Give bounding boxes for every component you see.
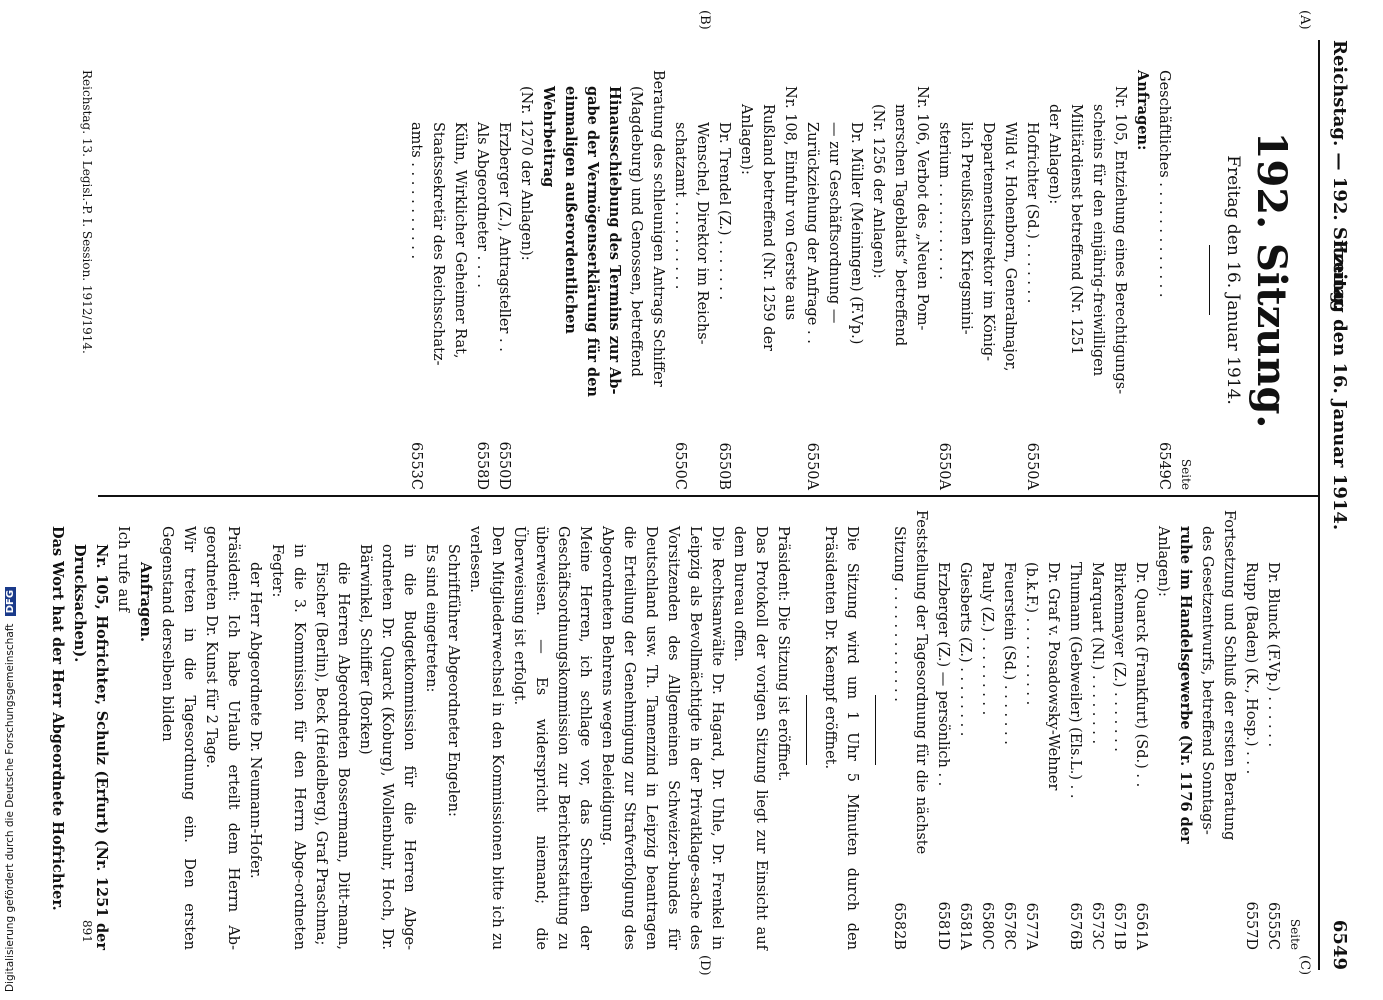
digitization-credit — [4, 587, 16, 992]
toc-entry-text: der Anlagen): — [1046, 104, 1062, 205]
toc-row — [845, 70, 867, 490]
toc-entry-page — [910, 890, 932, 950]
toc-entry-text: Erzberger (Z.), Antragsteller . . — [496, 122, 512, 352]
toc-entry-text: merschen Tageblatts“ betreffend — [892, 104, 908, 347]
leave-notice: Präsident: Ich habe Urlaub erteilt dem Herrn Ab-geordneten Dr. Kunst für 2 Tage. — [203, 526, 241, 950]
toc-row — [515, 70, 537, 490]
toc-entry-text: Pauly (Z.) . . . . . . . . . — [979, 562, 995, 716]
toc-entry-page: 6576B — [1067, 902, 1083, 950]
toc-entry-page — [581, 430, 603, 490]
toc-entry-text: Geschäftliches . . . . . . . . . . . . . — [1156, 70, 1172, 298]
toc-row — [998, 510, 1020, 950]
section-separator-2 — [806, 695, 807, 765]
toc-entry-page: 6581D — [935, 901, 951, 950]
toc-row — [932, 510, 954, 950]
toc-entry-text: Nr. 105, Entziehung eines Berechtigungs- — [1112, 86, 1128, 395]
toc-row — [1196, 510, 1218, 950]
toc-entry-page: 6573C — [1089, 902, 1105, 950]
toc-entry-text: Anlagen): — [1155, 526, 1171, 597]
toc-entry-page: 6580C — [979, 902, 995, 950]
toc-entry-page: 6550A — [936, 442, 952, 490]
toc-entry-page — [999, 430, 1021, 490]
toc-entry-page — [1109, 430, 1131, 490]
header-rule — [1318, 40, 1320, 970]
toc-entry-page — [735, 430, 757, 490]
toc-entry-text: Dr. Müller (Meiningen) (F.Vp.) — [848, 122, 864, 345]
toc-row — [1064, 510, 1086, 950]
toc-entry-page — [515, 430, 537, 490]
toc-entry-page — [757, 430, 779, 490]
toc-entry-page — [1196, 890, 1218, 950]
table-of-contents-right — [888, 510, 1284, 950]
toc-entry-text: Dr. Graf v. Posadowsky-Wehner — [1045, 562, 1061, 791]
toc-entry-page — [955, 430, 977, 490]
toc-row — [1130, 510, 1152, 950]
toc-row — [1042, 510, 1064, 950]
toc-entry-text: Beratung des schleunigen Antrags Schiffer — [650, 70, 666, 387]
toc-entry-text: lich Preußischen Kriegsmini- — [958, 122, 974, 335]
call-up: Ich rufe auf — [115, 526, 131, 612]
toc-entry-page — [779, 430, 801, 490]
toc-entry-page: 6550D — [496, 441, 512, 490]
floor-given: Das Wort hat der Herr Abgeordnete Hofrichter. — [49, 526, 66, 911]
toc-row — [1240, 510, 1262, 950]
toc-entry-page: 6577A — [1023, 902, 1039, 950]
toc-row — [405, 70, 427, 490]
toc-row — [779, 70, 801, 490]
toc-entry-page — [889, 430, 911, 490]
footer-volume: Reichstag. 13. Legisl.-P. I. Session. 1912/1914. — [80, 70, 94, 354]
toc-row — [999, 70, 1021, 490]
toc-row — [625, 70, 647, 490]
toc-entry-page — [1043, 430, 1065, 490]
header-left: Reichstag. — 192. Sitzung. — [1329, 40, 1350, 311]
toc-entry-text: Zurückziehung der Anfrage . . — [804, 122, 820, 344]
toc-row — [735, 70, 757, 490]
toc-row — [537, 70, 581, 490]
toc-entry-text: — zur Geschäftsordnung — — [826, 122, 842, 324]
toc-entry-text: Erzberger (Z.) — persönlich . . — [935, 562, 951, 787]
toc-entry-text: Sitzung . . . . . . . . . . . . . — [891, 526, 907, 702]
toc-entry-text: Giesberts (Z.) . . . . . . . . — [957, 562, 973, 737]
toc-entry-page: 6561A — [1133, 902, 1149, 950]
session-title: 192. Sitzung. — [1248, 131, 1295, 429]
toc-row — [1153, 70, 1175, 490]
toc-entry-text: Anfragen: — [1134, 70, 1151, 151]
left-column — [405, 70, 1306, 490]
toc-entry-text: Marquart (Nl.) . . . . . . . . — [1089, 562, 1105, 745]
toc-entry-page: 6550B — [716, 442, 732, 490]
toc-entry-text: Kühn, Wirklicher Geheimer Rat, — [452, 122, 468, 359]
secretary-heading: Schriftführer Abgeordneter Engelen: — [445, 544, 461, 817]
president-opening: Präsident: Die Sitzung ist eröffnet. — [775, 526, 791, 782]
margin-marker-d: (D) — [697, 955, 712, 976]
toc-row — [581, 70, 603, 490]
toc-entry-text: Staatssekretär des Reichsschatz- — [430, 122, 446, 366]
toc-entry-page: 6550A — [1024, 442, 1040, 490]
toc-entry-text: (b.k.F.) . . . . . . . . . . — [1023, 562, 1039, 706]
toc-entry-text: Birkenmayer (Z.) . . . . . . . — [1111, 562, 1127, 752]
toc-row — [1065, 70, 1087, 490]
toc-row — [603, 70, 625, 490]
agenda-entry: Wir treten in die Tagesordnung ein. Den ersten Gegenstand derselben bilden — [159, 526, 197, 950]
toc-row — [449, 70, 471, 490]
dfg-logo: DFG — [5, 587, 16, 616]
toc-entry-page — [845, 430, 867, 490]
toc-entry-text: amts . . . . . . . . . . . — [408, 122, 424, 260]
toc-entry-text: gabe der Vermögenserklärung für den — [584, 86, 601, 397]
toc-entry-page — [1174, 890, 1196, 950]
toc-entry-page — [1065, 430, 1087, 490]
toc-row — [647, 70, 669, 490]
right-column — [46, 510, 1306, 950]
toc-entry-page: 6571B — [1111, 902, 1127, 950]
toc-row — [977, 70, 999, 490]
toc-row — [669, 70, 691, 490]
toc-row — [1174, 510, 1196, 950]
opening-paragraph: Die Sitzung wird um 1 Uhr 5 Minuten durch den Präsidenten Dr. Kaempf eröffnet. — [822, 526, 860, 950]
header-page-number: 6549 — [1329, 919, 1350, 970]
header-center: Freitag den 16. Januar 1914. — [1329, 240, 1350, 531]
seite-label-left: Seite — [1179, 458, 1193, 490]
toc-entry-page — [1042, 890, 1064, 950]
toc-entry-page — [911, 430, 933, 490]
toc-row — [757, 70, 779, 490]
toc-entry-page: 6555C — [1265, 902, 1281, 950]
toc-row — [1218, 510, 1240, 950]
toc-entry-page — [691, 430, 713, 490]
footer-sheet-number: 891 — [80, 920, 94, 943]
margin-marker-c: (C) — [1297, 955, 1312, 976]
toc-entry-page — [823, 430, 845, 490]
toc-entry-text: ruhe im Handelsgewerbe (Nr. 1176 der — [1177, 526, 1194, 844]
toc-entry-page — [537, 430, 581, 490]
margin-marker-a: (A) — [1297, 10, 1312, 30]
toc-entry-page — [603, 430, 625, 490]
toc-entry-page — [449, 430, 471, 490]
running-header — [1322, 40, 1352, 970]
toc-row — [910, 510, 932, 950]
toc-entry-page: 6549C — [1156, 442, 1172, 490]
section-separator — [875, 695, 876, 765]
toc-entry-page: 6550C — [672, 442, 688, 490]
rotated-page — [49, 10, 1352, 976]
toc-entry-text: Nr. 106, Verbot des „Neuen Pom- — [914, 86, 930, 331]
entered-heading: Es sind eingetreten: — [423, 544, 439, 693]
toc-entry-text: Fortsetzung und Schluß der ersten Beratung — [1221, 510, 1237, 841]
toc-row — [867, 70, 889, 490]
question-105: Nr. 105, Hofrichter, Schulz (Erfurt) (Nr. 1251 der Drucksachen). — [71, 544, 110, 950]
member-change-request: Den Mitgliederwechsel in den Kommissionen bitte ich zu verlesen. — [467, 526, 505, 950]
toc-row — [1109, 70, 1131, 490]
toc-entry-text: (Magdeburg) und Genossen, betreffend — [628, 86, 644, 377]
toc-entry-text: Militärdienst betreffend (Nr. 1251 — [1068, 104, 1084, 355]
toc-entry-page — [1218, 890, 1240, 950]
toc-entry-page — [1131, 430, 1153, 490]
toc-entry-text: schatzamt . . . . . . . . . . — [672, 122, 688, 290]
toc-entry-text: Feststellung der Tagesordnung für die nächste — [913, 510, 929, 855]
toc-entry-text: sterium . . . . . . . . . . . — [936, 122, 952, 280]
session-date: Freitag den 16. Januar 1914. — [1223, 155, 1243, 405]
toc-entry-text: Wenschel, Direktor im Reichs- — [694, 122, 710, 345]
toc-row — [471, 70, 493, 490]
budget-commission-text: in die Budgetkommission für die Herren Abge-ordneten Dr. Quarck (Koburg), Wollenbuhr, Hoch, Dr. Bärwinkel, Schiffer (Borken) — [357, 544, 417, 950]
toc-entry-text: Hinausschiebung des Termins zur Ab- — [606, 86, 623, 395]
toc-row — [691, 70, 713, 490]
toc-entry-text: Als Abgeordneter . . . . — [474, 122, 490, 288]
third-commission-member: der Herr Abgeordnete Dr. Neumann-Hofer. — [247, 562, 263, 879]
toc-entry-text: (Nr. 1270 der Anlagen): — [518, 86, 534, 261]
toc-entry-text: Dr. Blunck (F.Vp.) . . . . . . — [1265, 562, 1281, 748]
toc-entry-text: Hofrichter (Sd.) . . . . . . . — [1024, 122, 1040, 304]
toc-row — [1262, 510, 1284, 950]
toc-row — [976, 510, 998, 950]
toc-row — [427, 70, 449, 490]
toc-entry-page — [427, 430, 449, 490]
protocol-notice: Das Protokoll der vorigen Sitzung liegt zur Einsicht auf dem Bureau offen. — [731, 526, 769, 950]
toc-entry-text: Departementsdirektor im König- — [980, 122, 996, 362]
toc-entry-page — [1152, 890, 1174, 950]
toc-row — [493, 70, 515, 490]
toc-entry-text: Dr. Trendel (Z.) . . . . . . . — [716, 122, 732, 301]
toc-entry-text: Thumann (Gebweiler) (Els.L.) . . — [1067, 562, 1083, 799]
toc-row — [1086, 510, 1108, 950]
toc-row — [1020, 510, 1042, 950]
toc-entry-text: Dr. Quarck (Frankfurt) (Sd.) . . — [1133, 562, 1149, 788]
toc-entry-text: Rupp (Baden) (K., Hosp.) . . . — [1243, 562, 1259, 775]
toc-row — [823, 70, 845, 490]
referral-paragraph: Meine Herren, ich schlage vor, das Schreiben der Geschäftsordnungskommission zur Berichterstattung zu überweisen. — Es widerspricht niemand; die Überweisung ist erfolgt. — [511, 526, 593, 950]
toc-row — [801, 70, 823, 490]
toc-row — [1021, 70, 1043, 490]
toc-entry-page — [625, 430, 647, 490]
toc-entry-page: 6557D — [1243, 901, 1259, 950]
toc-entry-text: Anlagen): — [738, 104, 754, 175]
toc-entry-text: Rußland betreffend (Nr. 1259 der — [760, 104, 776, 351]
toc-row — [954, 510, 976, 950]
toc-row — [911, 70, 933, 490]
toc-row — [1131, 70, 1153, 490]
toc-entry-text: des Gesetzentwurfs, betreffend Sonntags- — [1199, 526, 1215, 835]
toc-row — [1152, 510, 1174, 950]
toc-row — [1043, 70, 1065, 490]
prosecution-request: Die Rechtsanwälte Dr. Hagard, Dr. Uhle, Dr. Frenkel in Leipzig als Bevollmächtigte in der Privatklage-sache des Vorsitzenden des Allgemeinen Schweizer-bundes für Deutschland usw. Th. Tamenzind in Leipzig beantragen die Erteilung der Genehmigung zur Strafverfolgung des Abgeordneten Behrens wegen Beleidigung. — [599, 526, 725, 950]
toc-entry-page — [1087, 430, 1109, 490]
anfragen-heading: Anfragen. — [137, 562, 154, 643]
toc-entry-text: Wild v. Hohenborn, Generalmajor, — [1002, 122, 1018, 372]
title-separator — [1209, 245, 1210, 315]
toc-row — [888, 510, 910, 950]
toc-row — [933, 70, 955, 490]
toc-row — [889, 70, 911, 490]
toc-row — [1108, 510, 1130, 950]
toc-entry-text: Nr. 108, Einfuhr von Gerste aus — [782, 86, 798, 321]
toc-entry-page: 6558D — [474, 441, 490, 490]
toc-entry-text: (Nr. 1256 der Anlagen): — [870, 104, 886, 279]
toc-entry-page — [977, 430, 999, 490]
toc-entry-page: 6581A — [957, 902, 973, 950]
credit-text: Digitalisierung gefördert durch die Deutsche Forschungsgemeinschaft — [4, 623, 16, 992]
toc-row — [1087, 70, 1109, 490]
third-commission-text: in die 3. Kommission für den Herrn Abge-ordneten Fegter: — [269, 544, 307, 950]
seite-label-right: Seite — [1288, 918, 1302, 950]
toc-entry-text: Feuerstein (Sd.) . . . . . . . — [1001, 562, 1017, 745]
toc-entry-page — [867, 430, 889, 490]
toc-row — [713, 70, 735, 490]
table-of-contents-left — [405, 70, 1175, 490]
toc-entry-text: einmaligen außerordentlichen Wehrbeitrag — [540, 86, 579, 334]
toc-entry-page: 6582B — [891, 902, 907, 950]
toc-entry-page: 6553C — [408, 442, 424, 490]
toc-entry-page: 6578C — [1001, 902, 1017, 950]
toc-entry-text: scheins für den einjährig-freiwilligen — [1090, 104, 1106, 377]
toc-row — [955, 70, 977, 490]
column-rule — [98, 495, 1318, 497]
toc-entry-page — [647, 430, 669, 490]
toc-entry-page: 6550A — [804, 442, 820, 490]
margin-marker-b: (B) — [697, 10, 712, 30]
budget-commission-members: die Herren Abgeordneten Bossermann, Ditt-mann, Fischer (Berlin), Beck (Heidelberg), Graf Praschma; — [313, 562, 351, 950]
